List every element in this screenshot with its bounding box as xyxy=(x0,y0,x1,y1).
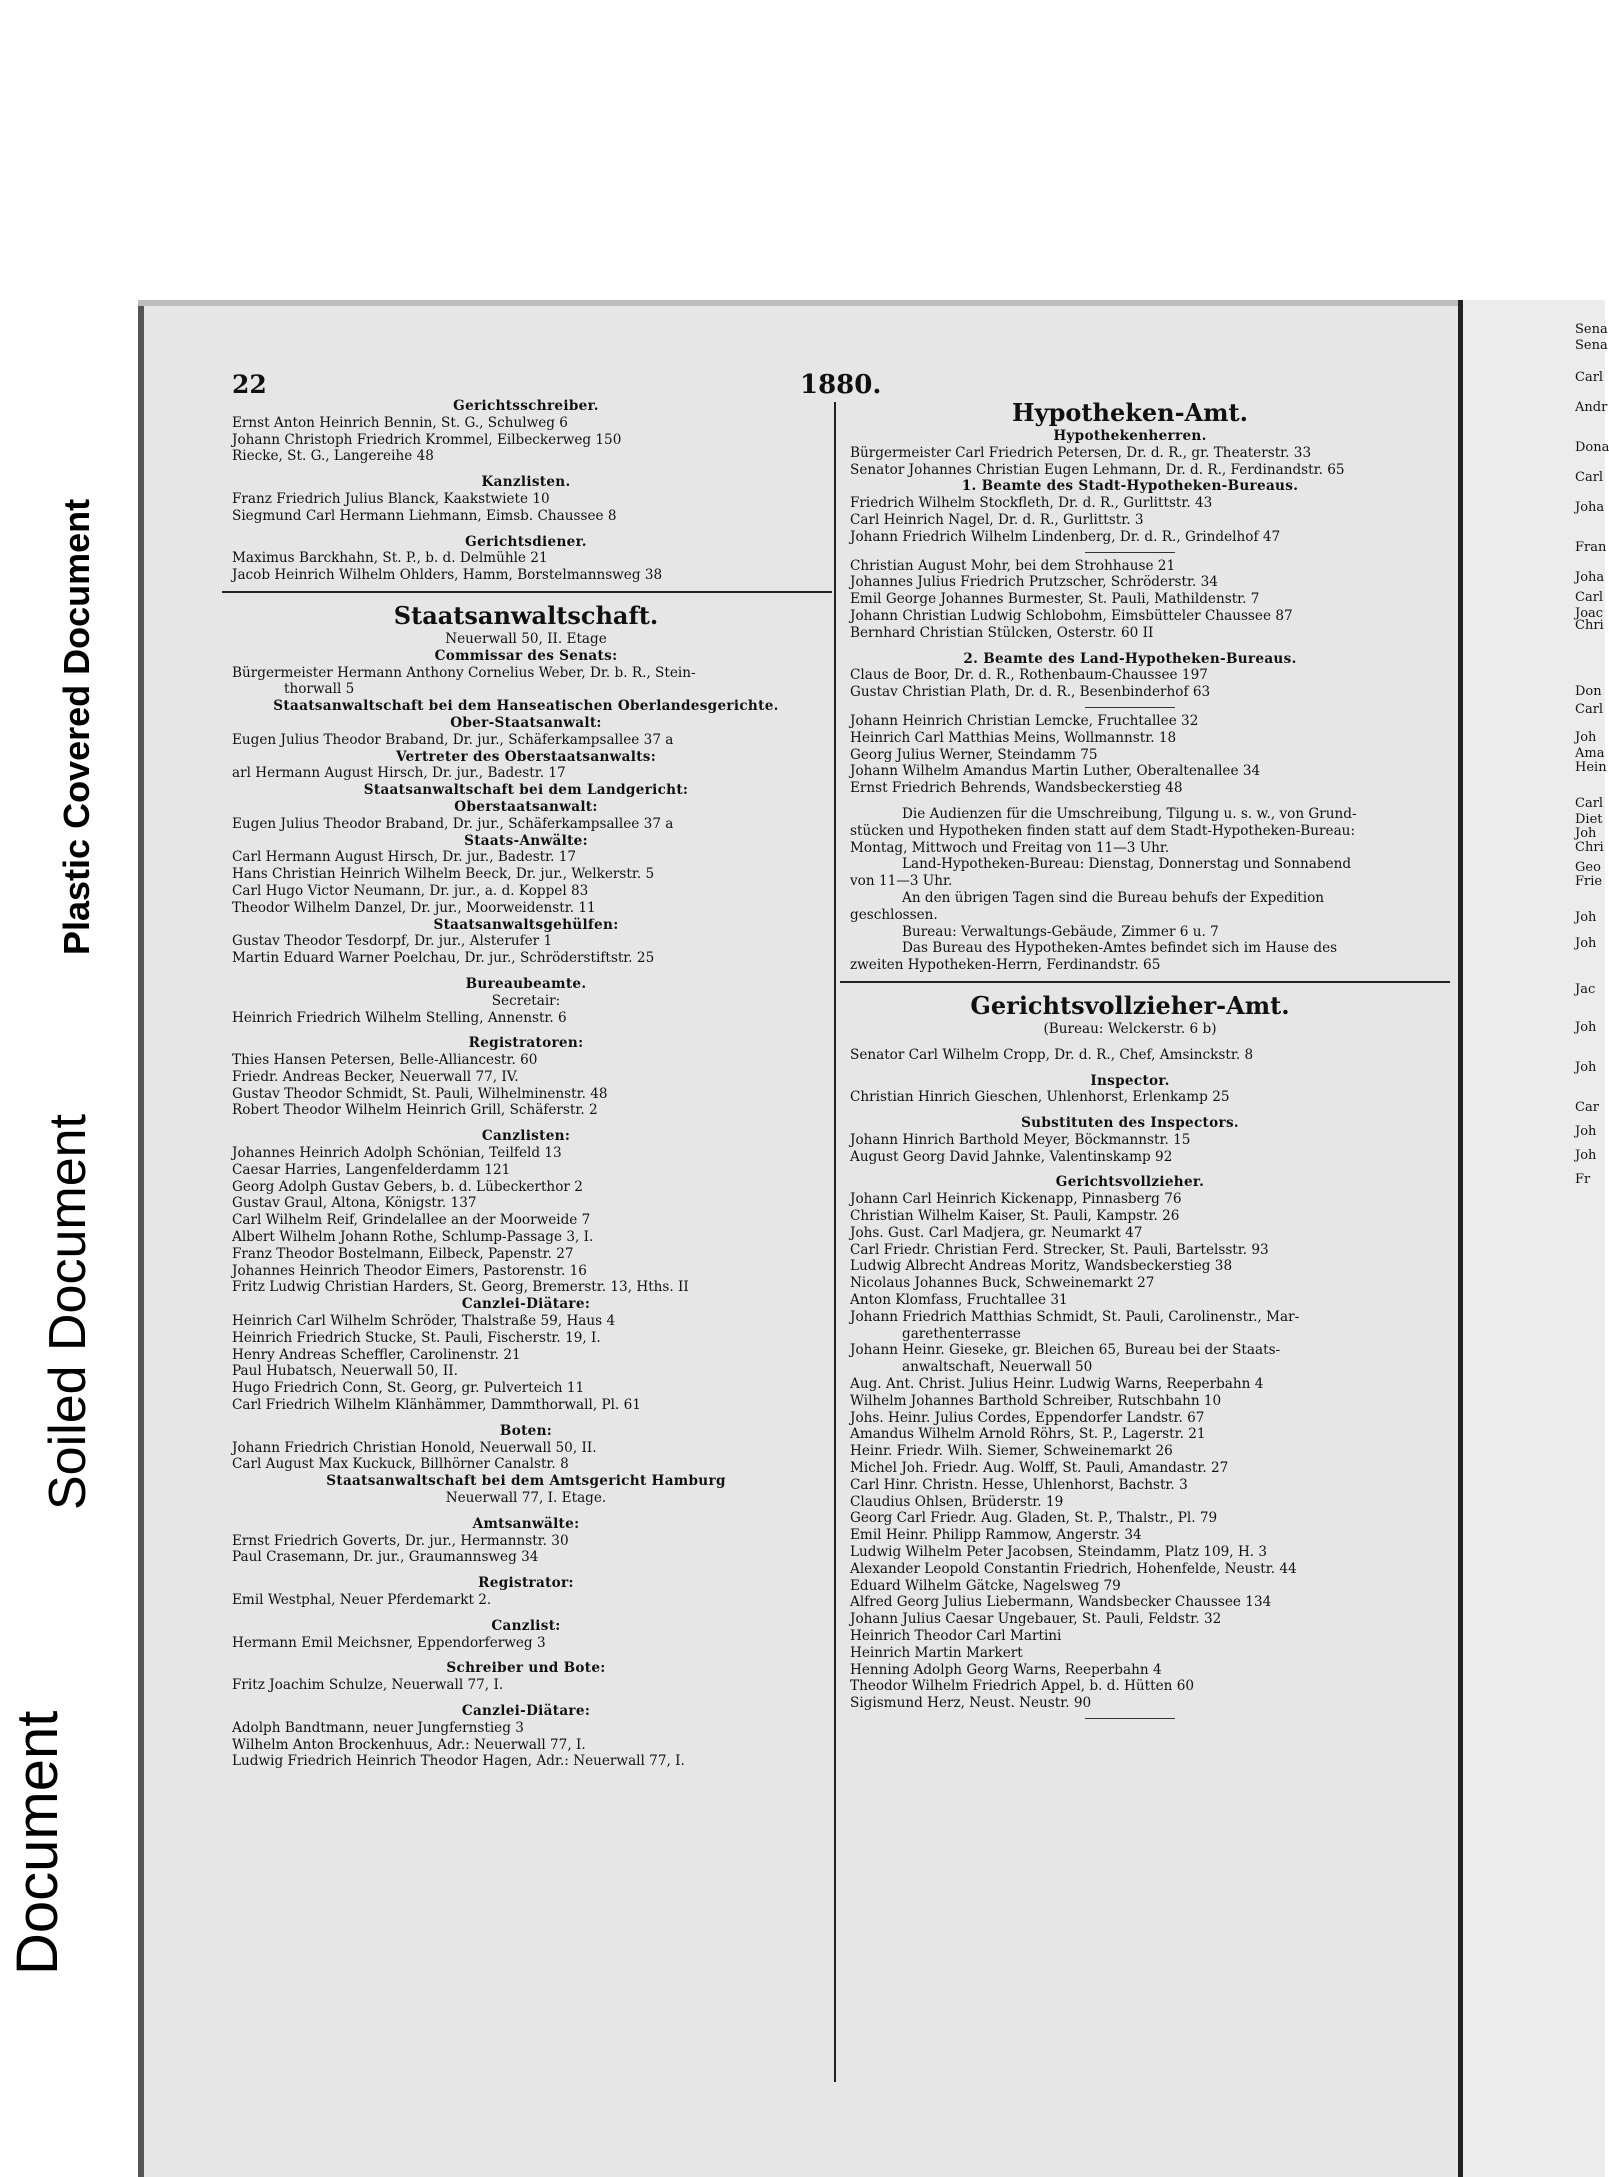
section-heading: Canzlei-Diätare: xyxy=(461,1702,591,1719)
entry-line: garethenterrasse xyxy=(902,1325,1021,1342)
entry-line: Johannes Heinrich Adolph Schönian, Teilfeld 13 xyxy=(232,1145,562,1162)
entry-line: Heinrich Martin Markert xyxy=(850,1644,1023,1661)
section-heading: Gerichtsvollzieher. xyxy=(1055,1174,1205,1191)
entry-line: Carl Friedrich Wilhelm Klänhämmer, Dammthorwall, Pl. 61 xyxy=(232,1397,641,1414)
section-heading: Schreiber und Bote: xyxy=(446,1660,606,1677)
entry-line: Georg Carl Friedr. Aug. Gladen, St. P., Thalstr., Pl. 79 xyxy=(850,1510,1218,1527)
spacer xyxy=(850,1106,1410,1115)
entry-line: Bernhard Christian Stülcken, Osterstr. 60 II xyxy=(850,624,1154,641)
section-heading: 2. Beamte des Land-Hypotheken-Bureaus. xyxy=(963,650,1297,667)
entry-line: thorwall 5 xyxy=(284,681,355,698)
entry-line: Johann Friedrich Christian Honold, Neuerwall 50, II. xyxy=(232,1439,597,1456)
fragment-text: Joh xyxy=(1575,1020,1597,1035)
entry-line: Hugo Friedrich Conn, St. Georg, gr. Pulverteich 11 xyxy=(232,1380,585,1397)
section-heading: Canzlei-Diätare: xyxy=(461,1296,591,1313)
entry-line: Johann Christian Ludwig Schlobohm, Eimsbütteler Chaussee 87 xyxy=(850,607,1293,624)
entry-line: Claudius Ohlsen, Brüderstr. 19 xyxy=(850,1493,1064,1510)
section-heading: Commissar des Senats: xyxy=(434,647,618,664)
spacer xyxy=(232,967,820,976)
entry-line: Maximus Barckhahn, St. P., b. d. Delmühle 21 xyxy=(232,550,548,567)
section-heading: Staatsanwaltschaft bei dem Amtsgericht Hamburg xyxy=(326,1473,726,1490)
entry-line: Nicolaus Johannes Buck, Schweinemarkt 27 xyxy=(850,1275,1155,1292)
fragment-text: Carl xyxy=(1575,370,1604,385)
entry-line: Alfred Georg Julius Liebermann, Wandsbecker Chaussee 134 xyxy=(850,1594,1272,1611)
fragment-text: Joh xyxy=(1575,910,1597,925)
entry-line: Wilhelm Johannes Barthold Schreiber, Rutschbahn 10 xyxy=(850,1392,1222,1409)
entry-line: Emil Heinr. Philipp Rammow, Angerstr. 34 xyxy=(850,1527,1142,1544)
spacer xyxy=(850,642,1410,651)
entry-line: Robert Theodor Wilhelm Heinrich Grill, Schäferstr. 2 xyxy=(232,1102,598,1119)
entry-line: Neuerwall 77, I. Etage. xyxy=(445,1490,607,1507)
entry-line: Senator Carl Wilhelm Cropp, Dr. d. R., Chef, Amsinckstr. 8 xyxy=(850,1046,1254,1063)
fragment-text: Chri xyxy=(1575,618,1604,633)
entry-line: Siegmund Carl Hermann Liehmann, Eimsb. Chaussee 8 xyxy=(232,507,617,524)
entry-line: Ernst Anton Heinrich Bennin, St. G., Schulweg 6 xyxy=(232,414,568,431)
section-heading: Registratoren: xyxy=(468,1035,584,1052)
entry-line: Friedr. Andreas Becker, Neuerwall 77, IV. xyxy=(232,1068,519,1085)
entry-line: anwaltschaft, Neuerwall 50 xyxy=(902,1359,1093,1376)
fragment-text: Joh xyxy=(1575,826,1597,841)
entry-line: zweiten Hypotheken-Herrn, Ferdinandstr. 65 xyxy=(850,957,1161,974)
section-heading: Registrator: xyxy=(478,1575,574,1592)
entry-line: geschlossen. xyxy=(850,906,938,923)
entry-line: (Bureau: Welckerstr. 6 b) xyxy=(1043,1020,1217,1037)
entry-line: Johann Hinrich Barthold Meyer, Böckmannstr. 15 xyxy=(850,1131,1191,1148)
short-rule xyxy=(1085,707,1175,708)
section-heading: Gerichtsvollzieher-Amt. xyxy=(970,990,1290,1020)
fragment-text: Geo xyxy=(1575,860,1601,875)
adjacent-page-fragment xyxy=(1458,300,1609,2177)
entry-line: Carl Hugo Victor Neumann, Dr. jur., a. d. Koppel 83 xyxy=(232,882,589,899)
entry-line: Heinrich Friedrich Stucke, St. Pauli, Fischerstr. 19, I. xyxy=(232,1329,601,1346)
entry-line: Carl August Max Kuckuck, Billhörner Canalstr. 8 xyxy=(232,1456,569,1473)
entry-line: Eugen Julius Theodor Braband, Dr. jur., Schäferkampsallee 37 a xyxy=(232,731,674,748)
fragment-text: Joh xyxy=(1575,1060,1597,1075)
section-heading: Bureaubeamte. xyxy=(465,975,587,992)
entry-line: Christian August Mohr, bei dem Strohhause 21 xyxy=(850,557,1176,574)
spacer xyxy=(850,1038,1410,1047)
fragment-text: Dona xyxy=(1575,440,1609,455)
entry-line: Ernst Friedrich Behrends, Wandsbeckerstieg 48 xyxy=(850,780,1183,797)
page-number: 22 xyxy=(232,370,267,399)
section-heading: Staatsanwaltschaft bei dem Hanseatischen Oberlandesgerichte. xyxy=(273,698,779,715)
spacer xyxy=(232,1507,820,1516)
section-heading: Substituten des Inspectors. xyxy=(1021,1115,1239,1132)
entry-line: Claus de Boor, Dr. d. R., Rothenbaum-Chaussee 197 xyxy=(850,667,1208,684)
entry-line: Gustav Christian Plath, Dr. d. R., Besenbinderhof 63 xyxy=(850,684,1211,701)
section-rule xyxy=(840,981,1450,983)
entry-line: Amandus Wilhelm Arnold Röhrs, St. P., Lagerstr. 21 xyxy=(850,1426,1206,1443)
entry-line: Henry Andreas Scheffler, Carolinenstr. 21 xyxy=(232,1346,521,1363)
fragment-text: Frie xyxy=(1575,874,1603,889)
entry-line: Bureau: Verwaltungs-Gebäude, Zimmer 6 u. 7 xyxy=(902,923,1219,940)
section-heading: Hypotheken-Amt. xyxy=(1012,398,1248,427)
section-heading: Ober-Staatsanwalt: xyxy=(450,714,602,731)
entry-line: Secretair: xyxy=(491,992,561,1009)
entry-line: Christian Wilhelm Kaiser, St. Pauli, Kampstr. 26 xyxy=(850,1208,1180,1225)
entry-line: Emil Westphal, Neuer Pferdemarkt 2. xyxy=(232,1592,492,1608)
entry-line: Gustav Theodor Schmidt, St. Pauli, Wilhelminenstr. 48 xyxy=(232,1085,608,1102)
entry-line: An den übrigen Tagen sind die Bureau behufs der Expedition xyxy=(902,889,1325,906)
spacer xyxy=(850,1165,1410,1174)
entry-line: Thies Hansen Petersen, Belle-Alliancestr. 60 xyxy=(232,1052,538,1069)
entry-line: Georg Adolph Gustav Gebers, b. d. Lübeckerthor 2 xyxy=(232,1178,583,1195)
short-rule xyxy=(1085,1718,1175,1719)
entry-line: Carl Heinrich Nagel, Dr. d. R., Gurlittstr. 3 xyxy=(850,511,1144,528)
spacer xyxy=(232,1119,820,1128)
entry-line: Anton Klomfass, Fruchtallee 31 xyxy=(850,1292,1068,1309)
entry-line: Michel Joh. Friedr. Aug. Wolff, St. Pauli, Amandastr. 27 xyxy=(850,1460,1229,1477)
entry-line: Johannes Julius Friedrich Prutzscher, Schröderstr. 34 xyxy=(850,574,1218,591)
spacer xyxy=(232,1026,820,1035)
section-heading: Hypothekenherren. xyxy=(1053,428,1207,444)
entry-line: Bürgermeister Hermann Anthony Cornelius Weber, Dr. b. R., Stein- xyxy=(232,664,696,681)
fragment-text: Jac xyxy=(1575,982,1596,997)
entry-line: Paul Crasemann, Dr. jur., Graumannsweg 34 xyxy=(232,1549,539,1566)
section-rule xyxy=(222,591,832,593)
entry-line: Heinrich Carl Matthias Meins, Wollmannstr. 18 xyxy=(850,729,1177,746)
entry-line: Eduard Wilhelm Gätcke, Nagelsweg 79 xyxy=(850,1577,1121,1594)
fragment-text: Hein xyxy=(1575,760,1607,775)
entry-line: Neuerwall 50, II. Etage xyxy=(445,630,607,647)
fragment-text: Carl xyxy=(1575,702,1604,717)
section-heading: Gerichtsschreiber. xyxy=(453,398,599,414)
section-heading: Vertreter des Oberstaatsanwalts: xyxy=(395,748,657,765)
entry-line: Heinrich Carl Wilhelm Schröder, Thalstraße 59, Haus 4 xyxy=(232,1313,616,1330)
entry-line: Theodor Wilhelm Friedrich Appel, b. d. Hütten 60 xyxy=(850,1678,1194,1695)
section-heading: Amtsanwälte: xyxy=(472,1515,580,1532)
section-heading: Inspector. xyxy=(1090,1072,1170,1089)
section-heading: 1. Beamte des Stadt-Hypotheken-Bureaus. xyxy=(961,478,1299,495)
fragment-text: Car xyxy=(1575,1100,1599,1115)
fragment-text: Joh xyxy=(1575,730,1597,745)
entry-line: Emil George Johannes Burmester, St. Pauli, Mathildenstr. 7 xyxy=(850,591,1260,608)
entry-line: Friedrich Wilhelm Stockfleth, Dr. d. R., Gurlittstr. 43 xyxy=(850,495,1213,512)
section-heading: Canzlist: xyxy=(491,1617,561,1634)
entry-line: August Georg David Jahnke, Valentinskamp 92 xyxy=(850,1148,1173,1165)
entry-line: Johannes Heinrich Theodor Eimers, Pastorenstr. 16 xyxy=(232,1262,587,1279)
entry-line: Land-Hypotheken-Bureau: Dienstag, Donnerstag und Sonnabend xyxy=(902,856,1352,873)
fragment-text: Andr xyxy=(1575,400,1608,415)
entry-line: Montag, Mittwoch und Freitag von 11—3 Uhr. xyxy=(850,839,1170,856)
entry-line: Gustav Theodor Tesdorpf, Dr. jur., Alsterufer 1 xyxy=(232,933,553,950)
section-heading: Staats-Anwälte: xyxy=(464,832,588,849)
entry-line: Johann Heinrich Christian Lemcke, Fruchtallee 32 xyxy=(850,712,1199,729)
fragment-text: Carl xyxy=(1575,590,1604,605)
fragment-text: Fr xyxy=(1575,1172,1591,1187)
page-year: 1880. xyxy=(800,370,882,400)
entry-line: Caesar Harries, Langenfelderdamm 121 xyxy=(232,1161,511,1178)
spacer xyxy=(232,1566,820,1575)
section-heading: Canzlisten: xyxy=(481,1128,571,1145)
section-heading: Staatsanwaltschaft. xyxy=(393,600,659,630)
fragment-text: Joha xyxy=(1575,570,1605,585)
entry-line: Carl Wilhelm Reif, Grindelallee an der Moorweide 7 xyxy=(232,1212,591,1229)
entry-line: von 11—3 Uhr. xyxy=(850,873,953,890)
left-column xyxy=(232,398,820,1770)
entry-line: Ernst Friedrich Goverts, Dr. jur., Hermannstr. 30 xyxy=(232,1532,569,1549)
entry-line: Christian Hinrich Gieschen, Uhlenhorst, Erlenkamp 25 xyxy=(850,1089,1230,1106)
fragment-text: Ama xyxy=(1575,746,1605,761)
entry-line: Theodor Wilhelm Danzel, Dr. jur., Moorweidenstr. 11 xyxy=(232,899,596,916)
entry-line: Heinrich Theodor Carl Martini xyxy=(850,1628,1062,1644)
entry-line: stücken und Hypotheken finden statt auf dem Stadt-Hypotheken-Bureau: xyxy=(850,822,1356,839)
entry-line: Riecke, St. G., Langereihe 48 xyxy=(232,448,434,465)
entry-line: Fritz Ludwig Christian Harders, St. Georg, Bremerstr. 13, Hths. II xyxy=(232,1279,689,1296)
entry-line: Heinrich Friedrich Wilhelm Stelling, Annenstr. 6 xyxy=(232,1009,567,1026)
entry-line: Aug. Ant. Christ. Julius Heinr. Ludwig Warns, Reeperbahn 4 xyxy=(850,1376,1264,1393)
entry-line: arl Hermann August Hirsch, Dr. jur., Badestr. 17 xyxy=(232,765,566,782)
spacer xyxy=(232,1651,820,1660)
entry-line: Franz Friedrich Julius Blanck, Kaakstwiete 10 xyxy=(232,490,550,507)
spacer xyxy=(232,465,820,474)
fragment-text: Sena xyxy=(1575,338,1608,353)
entry-line: Franz Theodor Bostelmann, Eilbeck, Papenstr. 27 xyxy=(232,1245,574,1262)
label-plastic-covered: Plastic Covered Document xyxy=(56,498,97,955)
right-column xyxy=(850,398,1410,1724)
entry-line: Johann Heinr. Gieseke, gr. Bleichen 65, Bureau bei der Staats- xyxy=(850,1342,1281,1359)
entry-line: Ludwig Friedrich Heinrich Theodor Hagen, Adr.: Neuerwall 77, I. xyxy=(232,1753,685,1770)
fragment-text: Joac xyxy=(1575,606,1604,621)
entry-line: Jacob Heinrich Wilhelm Ohlders, Hamm, Borstelmannsweg 38 xyxy=(232,567,663,584)
entry-line: Fritz Joachim Schulze, Neuerwall 77, I. xyxy=(232,1677,504,1694)
entry-line: Johs. Gust. Carl Madjera, gr. Neumarkt 47 xyxy=(850,1224,1143,1241)
entry-line: Johann Friedrich Matthias Schmidt, St. Pauli, Carolinenstr., Mar- xyxy=(850,1308,1300,1325)
entry-line: Gustav Graul, Altona, Königstr. 137 xyxy=(232,1195,477,1212)
spacer xyxy=(232,525,820,534)
spacer xyxy=(232,1694,820,1703)
section-heading: Boten: xyxy=(499,1422,553,1439)
entry-line: Paul Hubatsch, Neuerwall 50, II. xyxy=(232,1363,458,1380)
spacer xyxy=(232,1414,820,1423)
fragment-text: Joh xyxy=(1575,936,1597,951)
entry-line: Johann Friedrich Wilhelm Lindenberg, Dr. d. R., Grindelhof 47 xyxy=(850,528,1281,545)
spacer xyxy=(850,797,1410,806)
entry-line: Johs. Heinr. Julius Cordes, Eppendorfer Landstr. 67 xyxy=(850,1409,1205,1426)
spacer xyxy=(232,1609,820,1618)
entry-line: Carl Hinr. Christn. Hesse, Uhlenhorst, Bachstr. 3 xyxy=(850,1476,1188,1493)
section-heading: Staatsanwaltsgehülfen: xyxy=(433,916,619,933)
entry-line: Heinr. Friedr. Wilh. Siemer, Schweinemarkt 26 xyxy=(850,1443,1173,1460)
fragment-text: Carl xyxy=(1575,470,1604,485)
short-rule xyxy=(1085,552,1175,553)
fragment-text: Joha xyxy=(1575,500,1605,515)
fragment-text: Joh xyxy=(1575,1124,1597,1139)
section-heading: Staatsanwaltschaft bei dem Landgericht: xyxy=(363,782,689,799)
section-heading: Kanzlisten. xyxy=(481,474,571,491)
fragment-text: Chri xyxy=(1575,840,1604,855)
section-heading: Oberstaatsanwalt: xyxy=(454,798,598,815)
entry-line: Bürgermeister Carl Friedrich Petersen, Dr. d. R., gr. Theaterstr. 33 xyxy=(850,444,1312,461)
entry-line: Eugen Julius Theodor Braband, Dr. jur., Schäferkampsallee 37 a xyxy=(232,815,674,832)
entry-line: Martin Eduard Warner Poelchau, Dr. jur., Schröderstiftstr. 25 xyxy=(232,950,655,967)
entry-line: Hans Christian Heinrich Wilhelm Beeck, Dr. jur., Welkerstr. 5 xyxy=(232,866,655,883)
entry-line: Johann Carl Heinrich Kickenapp, Pinnasberg 76 xyxy=(850,1191,1182,1208)
entry-line: Das Bureau des Hypotheken-Amtes befindet sich im Hause des xyxy=(902,940,1338,957)
column-divider xyxy=(834,402,836,2082)
entry-line: Johann Julius Caesar Ungebauer, St. Pauli, Feldstr. 32 xyxy=(850,1611,1222,1628)
entry-line: Ludwig Wilhelm Peter Jacobsen, Steindamm, Platz 109, H. 3 xyxy=(850,1544,1268,1561)
entry-line: Johann Wilhelm Amandus Martin Luther, Oberaltenallee 34 xyxy=(850,763,1261,780)
fragment-text: Sena xyxy=(1575,322,1608,337)
fragment-text: Joh xyxy=(1575,1148,1597,1163)
fragment-text: Fran xyxy=(1575,540,1607,555)
fragment-text: Don xyxy=(1575,684,1602,699)
fragment-text: Carl xyxy=(1575,796,1604,811)
entry-line: Adolph Bandtmann, neuer Jungfernstieg 3 xyxy=(232,1719,524,1736)
entry-line: Albert Wilhelm Johann Rothe, Schlump-Passage 3, I. xyxy=(232,1229,594,1246)
entry-line: Henning Adolph Georg Warns, Reeperbahn 4 xyxy=(850,1661,1162,1678)
section-heading: Gerichtsdiener. xyxy=(465,533,587,550)
entry-line: Carl Friedr. Christian Ferd. Strecker, St. Pauli, Bartelsstr. 93 xyxy=(850,1241,1269,1258)
fragment-text: Diet xyxy=(1575,812,1603,827)
label-soiled: Soiled Document xyxy=(39,1114,97,1510)
entry-line: Ludwig Albrecht Andreas Moritz, Wandsbeckerstieg 38 xyxy=(850,1258,1233,1275)
entry-line: Wilhelm Anton Brockenhuus, Adr.: Neuerwall 77, I. xyxy=(232,1736,586,1753)
entry-line: Johann Christoph Friedrich Krommel, Eilbeckerweg 150 xyxy=(232,431,622,448)
entry-line: Carl Hermann August Hirsch, Dr. jur., Badestr. 17 xyxy=(232,849,577,866)
entry-line: Alexander Leopold Constantin Friedrich, Hohenfelde, Neustr. 44 xyxy=(850,1560,1297,1577)
entry-line: Georg Julius Werner, Steindamm 75 xyxy=(850,746,1098,763)
entry-line: Die Audienzen für die Umschreibung, Tilgung u. s. w., von Grund- xyxy=(902,805,1357,822)
entry-line: Sigismund Herz, Neust. Neustr. 90 xyxy=(850,1695,1092,1712)
entry-line: Hermann Emil Meichsner, Eppendorferweg 3 xyxy=(232,1634,546,1651)
label-document: Document xyxy=(5,1710,70,1975)
entry-line: Senator Johannes Christian Eugen Lehmann, Dr. d. R., Ferdinandstr. 65 xyxy=(850,461,1345,478)
spacer xyxy=(850,1064,1410,1073)
